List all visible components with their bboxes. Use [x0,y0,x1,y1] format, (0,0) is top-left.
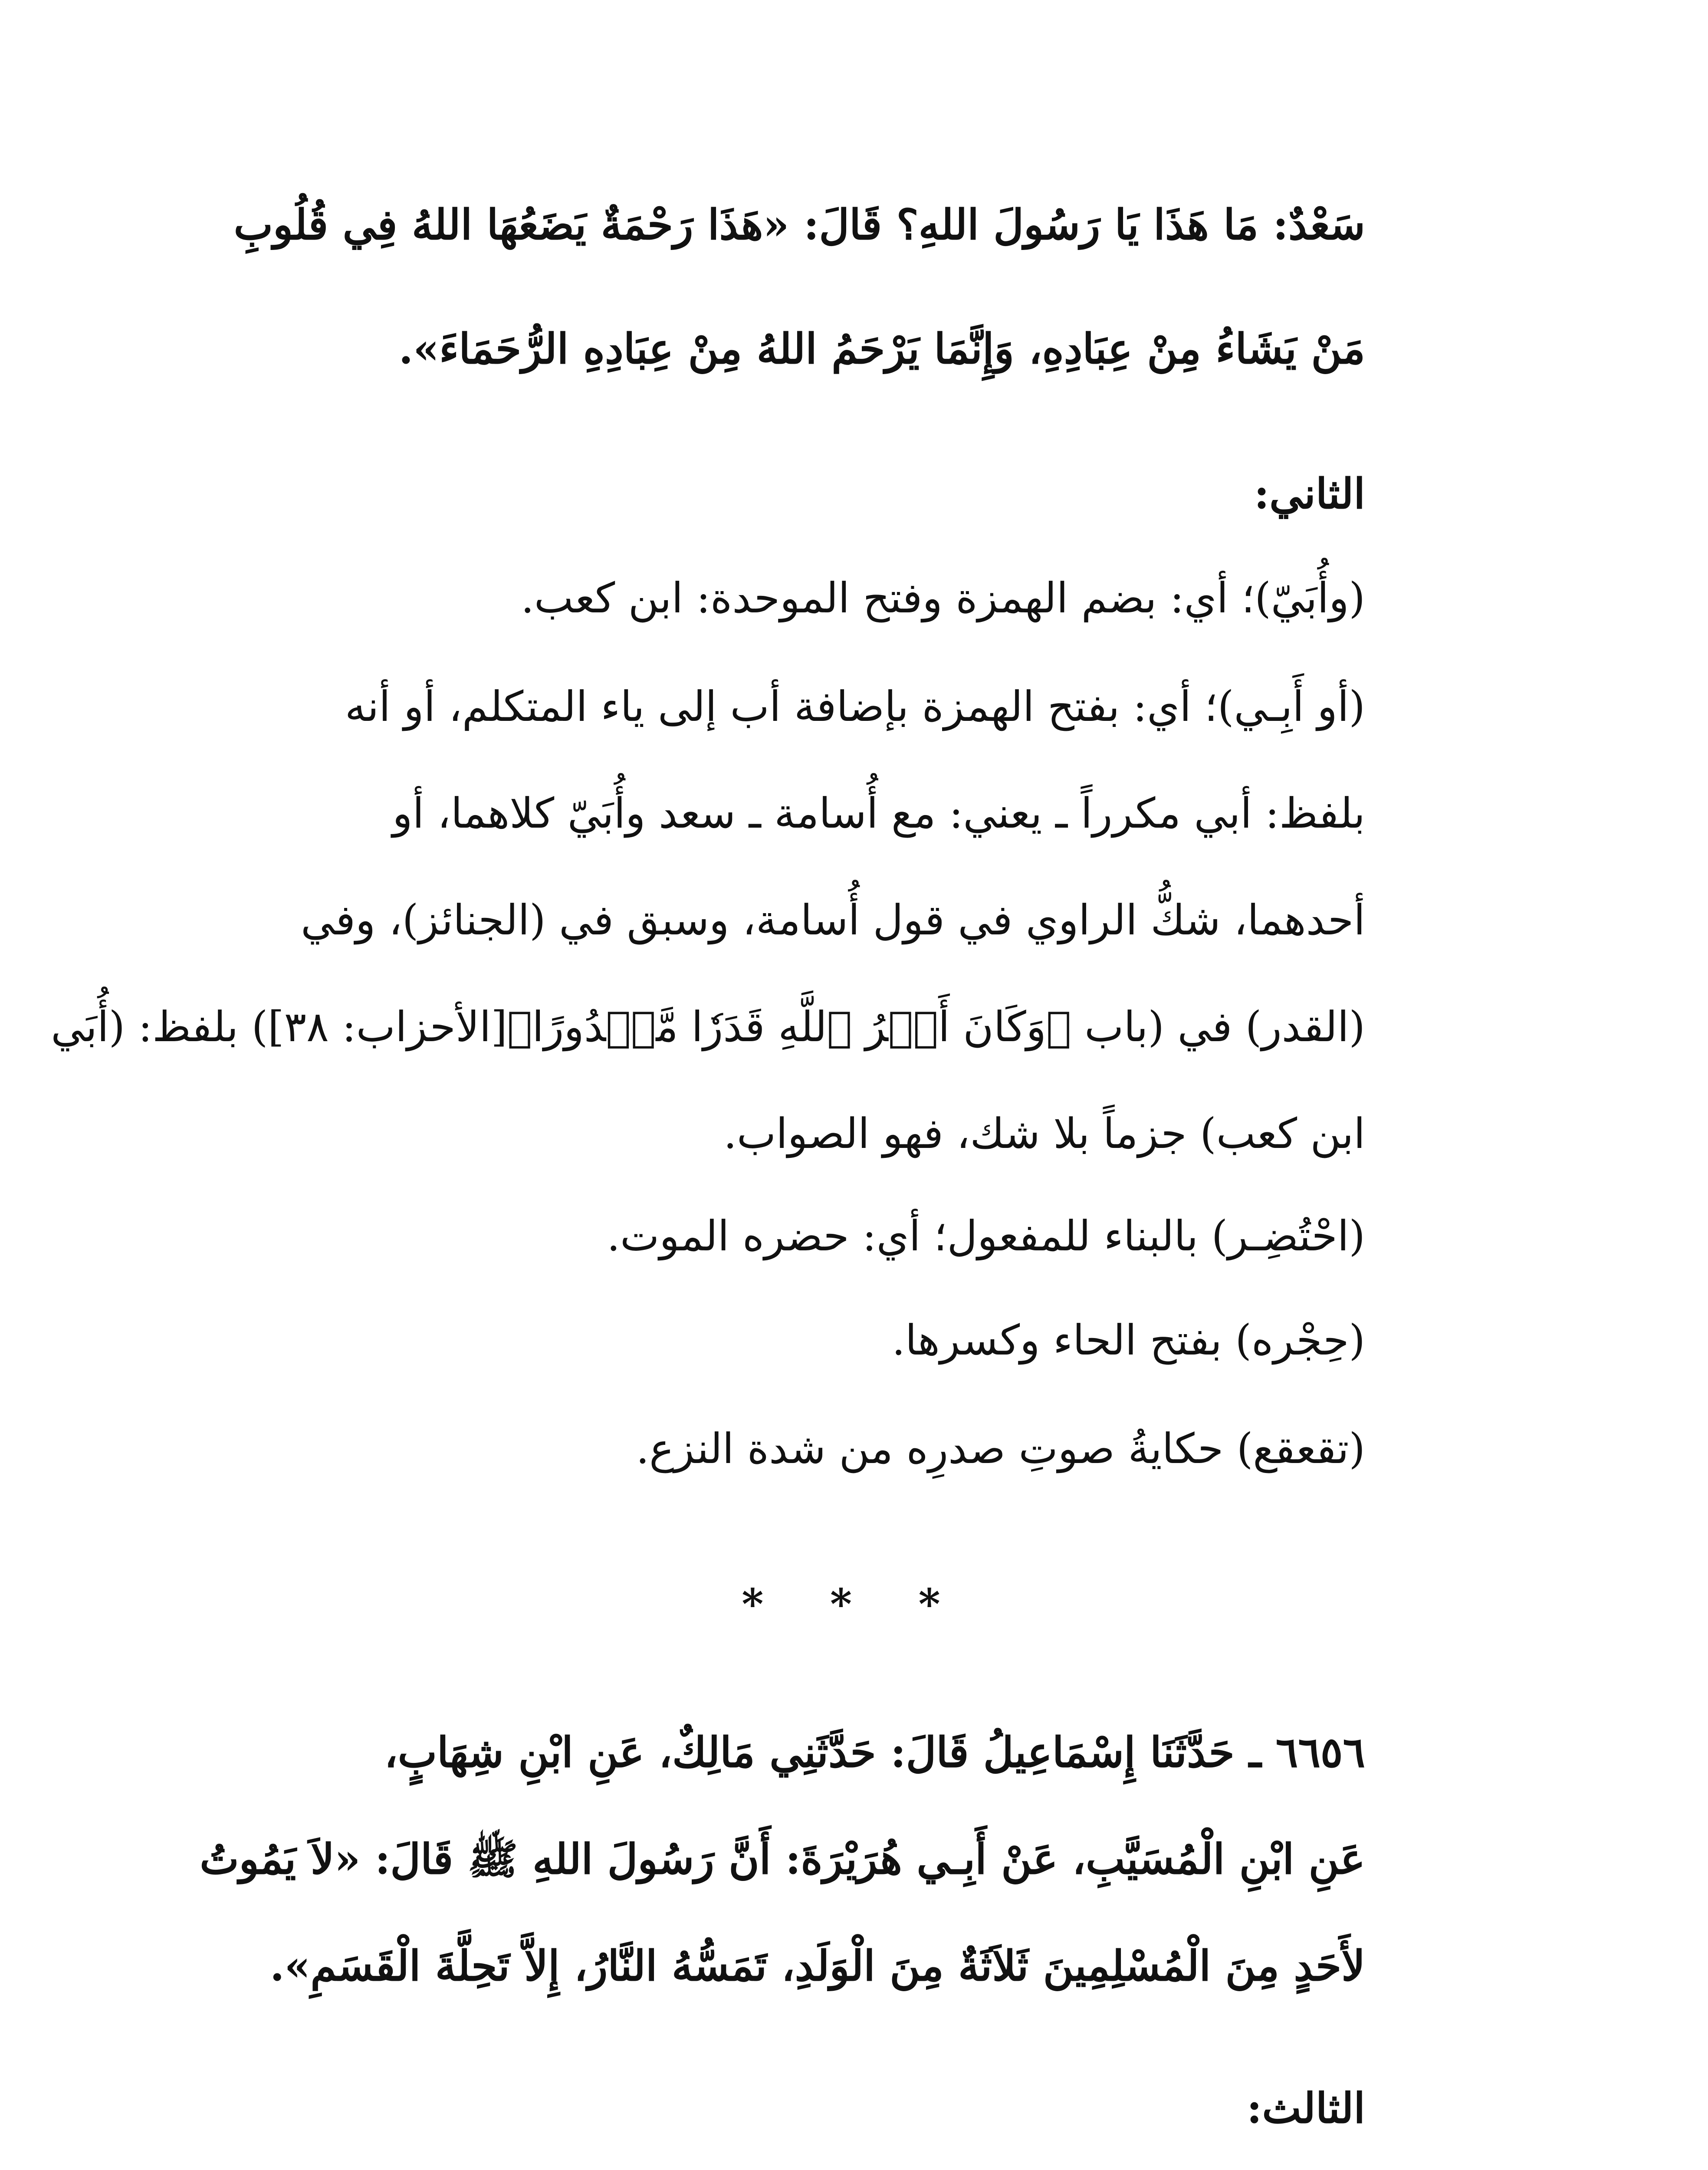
note-hijrih [411,1316,1365,1364]
note-abi [51,682,1365,1158]
text-line: (القدر) في (باب ﴿وَكَانَ أَمۡرُ ٱللَّهِ قَدَرٗا مَّقۡدُورًا﴾[الأحزاب: ٣٨]) بلفظ: (أُبَي [51,1003,1365,1051]
section-heading-second [411,469,1365,518]
text-line: (احْتُضِـر) بالبناء للمفعول؛ أي: حضره الموت. [607,1212,1365,1260]
section-separator: * * * [742,1580,966,1629]
text-line: ابن كعب) جزماً بلا شك، فهو الصواب. [723,1109,1365,1158]
text-line: (وأُبَيّ)؛ أي: بضم الهمزة وفتح الموحدة: ابن كعب. [521,574,1365,622]
text-line: سَعْدٌ: مَا هَذَا يَا رَسُولَ اللهِ؟ قَالَ: «هَذَا رَحْمَةٌ يَضَعُهَا اللهُ فِي قُلُوبِ [233,200,1365,249]
text-line: ٦٦٥٦ ـ حَدَّثَنَا إِسْمَاعِيلُ قَالَ: حَدَّثَنِي مَالِكٌ، عَنِ ابْنِ شِهَابٍ، [384,1728,1365,1777]
note-uhtudira [411,1212,1365,1260]
text-line: (حِجْره) بفتح الحاء وكسرها. [892,1316,1365,1364]
text-line: مَنْ يَشَاءُ مِنْ عِبَادِهِ، وَإِنَّمَا يَرْحَمُ اللهُ مِنْ عِبَادِهِ الرُّحَمَاءَ». [398,324,1365,373]
text-line: (تقعقع) حكايةُ صوتِ صدرِه من شدة النزع. [636,1424,1365,1473]
text-line: أحدهما، شكُّ الراوي في قول أُسامة، وسبق في (الجنائز)، وفي [301,896,1365,944]
hadith-6656 [200,1728,1365,1990]
note-taqaqa [411,1424,1365,1473]
section-heading: الثالث: [1246,2084,1365,2133]
text-line: (أو أَبِـي)؛ أي: بفتح الهمزة بإضافة أب إلى ياء المتكلم، أو أنه [345,682,1365,731]
text-line: لأَحَدٍ مِنَ الْمُسْلِمِينَ ثَلاَثَةٌ مِنَ الْوَلَدِ، تَمَسُّهُ النَّارُ، إِلاَّ تَحِلَّةَ الْقَسَمِ». [269,1941,1365,1990]
note-ubayy [411,574,1365,622]
section-heading: الثاني: [1254,469,1365,518]
section-heading-third [411,2084,1365,2133]
text-line: بلفظ: أبي مكرراً ـ يعني: مع أُسامة ـ سعد وأُبَيّ كلاهما، أو [392,789,1365,838]
hadith-continuation [220,200,1365,373]
text-line: عَنِ ابْنِ الْمُسَيَّبِ، عَنْ أَبِـي هُرَيْرَةَ: أَنَّ رَسُولَ اللهِ ﷺ قَالَ: «لاَ يَمُوتُ [200,1835,1365,1884]
